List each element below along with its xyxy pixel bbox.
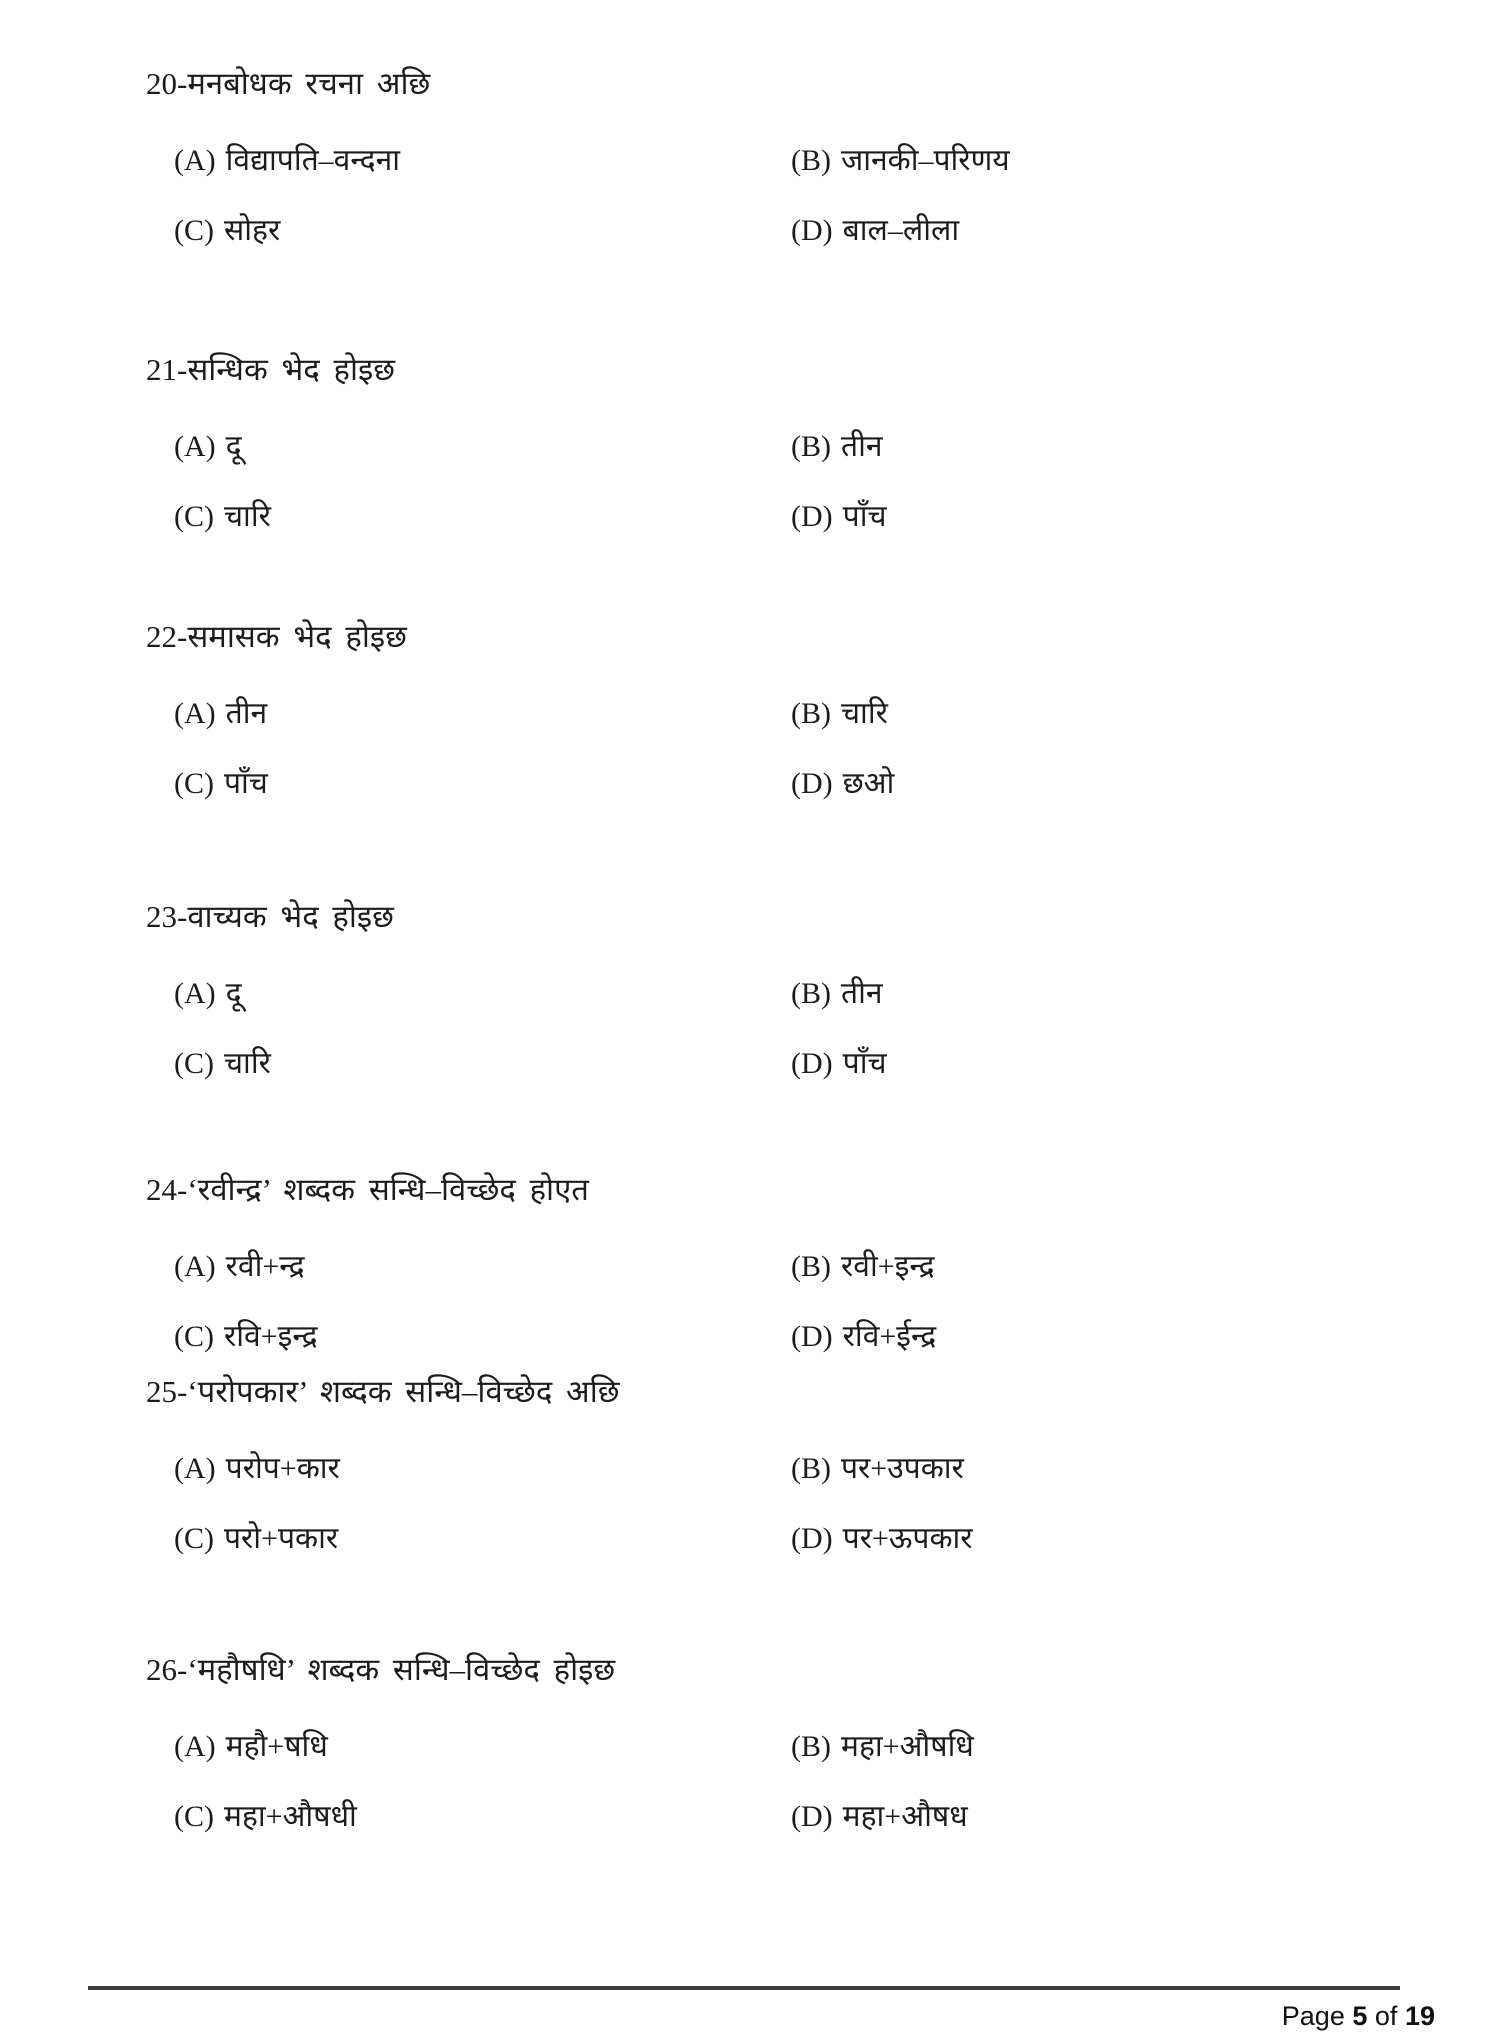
- option-row: [146, 1446, 1466, 1490]
- option-c: [174, 208, 280, 249]
- option-label: (D): [791, 214, 833, 247]
- option-text: चारि: [224, 500, 271, 533]
- option-label: (B): [791, 1452, 831, 1485]
- footer-page-word: Page: [1281, 2001, 1345, 2031]
- option-b: [791, 1244, 935, 1285]
- option-label: (A): [174, 144, 216, 177]
- option-text: सोहर: [224, 214, 281, 247]
- option-label: (A): [174, 1452, 216, 1485]
- option-b: [791, 1724, 974, 1765]
- option-text: जानकी–परिणय: [841, 144, 1010, 177]
- option-text: तीन: [225, 697, 268, 730]
- option-c: [174, 1516, 338, 1557]
- option-a: [174, 691, 267, 732]
- option-a: [174, 138, 400, 179]
- option-label: (B): [791, 430, 831, 463]
- option-d: [791, 208, 959, 249]
- option-row: [146, 1516, 1466, 1560]
- option-row: [146, 1041, 1466, 1085]
- option-c: [174, 1794, 357, 1835]
- option-text: दू: [225, 977, 242, 1010]
- option-row: [146, 691, 1466, 735]
- option-d: [791, 1041, 887, 1082]
- question-block-21: [146, 348, 1466, 533]
- option-label: (D): [791, 1320, 833, 1353]
- question-block-23: [146, 895, 1466, 1080]
- option-text: पाँच: [224, 767, 268, 800]
- option-text: महौ+षधि: [225, 1730, 328, 1763]
- option-label: (A): [174, 1730, 216, 1763]
- option-label: (B): [791, 977, 831, 1010]
- option-label: (D): [791, 1800, 833, 1833]
- option-label: (D): [791, 1522, 833, 1555]
- question-block-22: [146, 615, 1466, 800]
- question-block-26: [146, 1648, 1466, 1833]
- option-row: [146, 1724, 1466, 1768]
- question-title: 21-सन्धिक भेद होइछ: [146, 352, 395, 387]
- option-text: दू: [225, 430, 242, 463]
- option-b: [791, 1446, 964, 1487]
- option-text: तीन: [841, 430, 883, 463]
- option-text: विद्यापति–वन्दना: [225, 144, 400, 177]
- question-title: 23-वाच्यक भेद होइछ: [146, 899, 394, 934]
- option-text: महा+औषधी: [224, 1800, 357, 1833]
- option-d: [791, 761, 894, 802]
- option-b: [791, 424, 883, 465]
- option-row: [146, 1794, 1466, 1838]
- option-label: (A): [174, 430, 216, 463]
- option-text: पाँच: [842, 1047, 887, 1080]
- option-label: (C): [174, 1047, 214, 1080]
- footer-page-number: 5: [1352, 2001, 1368, 2031]
- option-a: [174, 1724, 328, 1765]
- question-block-25: [146, 1370, 1466, 1555]
- option-d: [791, 1314, 936, 1355]
- option-text: चारि: [841, 697, 888, 730]
- option-label: (C): [174, 1800, 214, 1833]
- option-row: [146, 494, 1466, 538]
- footer-divider-line: [88, 1986, 1400, 1990]
- option-label: (D): [791, 767, 833, 800]
- option-text: बाल–लीला: [842, 214, 960, 247]
- option-text: रवी+न्द्र: [225, 1250, 305, 1283]
- option-label: (B): [791, 1730, 831, 1763]
- option-label: (A): [174, 697, 216, 730]
- option-label: (A): [174, 977, 216, 1010]
- option-label: (D): [791, 1047, 833, 1080]
- option-text: रवी+इन्द्र: [841, 1250, 935, 1283]
- option-label: (B): [791, 144, 831, 177]
- option-a: [174, 971, 242, 1012]
- option-text: महा+औषधि: [841, 1730, 974, 1763]
- option-text: महा+औषध: [842, 1800, 968, 1833]
- option-label: (C): [174, 767, 214, 800]
- option-label: (D): [791, 500, 833, 533]
- option-c: [174, 1041, 271, 1082]
- option-b: [791, 971, 883, 1012]
- question-block-20: [146, 62, 1466, 247]
- option-text: तीन: [841, 977, 883, 1010]
- option-c: [174, 1314, 318, 1355]
- option-row: [146, 138, 1466, 182]
- option-a: [174, 1244, 305, 1285]
- option-label: (C): [174, 500, 214, 533]
- option-d: [791, 1794, 968, 1835]
- option-c: [174, 494, 271, 535]
- option-label: (B): [791, 697, 831, 730]
- option-label: (C): [174, 1522, 214, 1555]
- option-c: [174, 761, 268, 802]
- option-text: पर+उपकार: [841, 1452, 964, 1485]
- option-text: चारि: [224, 1047, 271, 1080]
- option-text: परो+पकार: [224, 1522, 339, 1555]
- option-row: [146, 1314, 1466, 1358]
- option-d: [791, 1516, 973, 1557]
- footer-total-pages: 19: [1404, 2001, 1435, 2031]
- question-title: 22-समासक भेद होइछ: [146, 619, 407, 654]
- option-text: पर+ऊपकार: [842, 1522, 973, 1555]
- page-number-footer: [1282, 2001, 1435, 2032]
- question-title: 26-‘महौषधि’ शब्दक सन्धि–विच्छेद होइछ: [146, 1652, 616, 1687]
- question-title: 25-‘परोपकार’ शब्दक सन्धि–विच्छेद अछि: [146, 1374, 620, 1409]
- option-row: [146, 761, 1466, 805]
- option-row: [146, 971, 1466, 1015]
- option-label: (C): [174, 1320, 214, 1353]
- option-a: [174, 424, 242, 465]
- option-row: [146, 1244, 1466, 1288]
- footer-of-word: of: [1374, 2001, 1398, 2031]
- question-title: 20-मनबोधक रचना अछि: [146, 66, 431, 101]
- question-block-24: [146, 1168, 1466, 1353]
- option-text: रवि+इन्द्र: [224, 1320, 318, 1353]
- option-a: [174, 1446, 340, 1487]
- option-row: [146, 424, 1466, 468]
- option-label: (B): [791, 1250, 831, 1283]
- option-row: [146, 208, 1466, 252]
- question-title: 24-‘रवीन्द्र’ शब्दक सन्धि–विच्छेद होएत: [146, 1172, 589, 1207]
- option-label: (A): [174, 1250, 216, 1283]
- option-text: छओ: [842, 767, 895, 800]
- option-label: (C): [174, 214, 214, 247]
- option-text: रवि+ईन्द्र: [842, 1320, 937, 1353]
- option-text: पाँच: [842, 500, 887, 533]
- option-text: परोप+कार: [225, 1452, 340, 1485]
- option-b: [791, 691, 888, 732]
- option-b: [791, 138, 1010, 179]
- option-d: [791, 494, 887, 535]
